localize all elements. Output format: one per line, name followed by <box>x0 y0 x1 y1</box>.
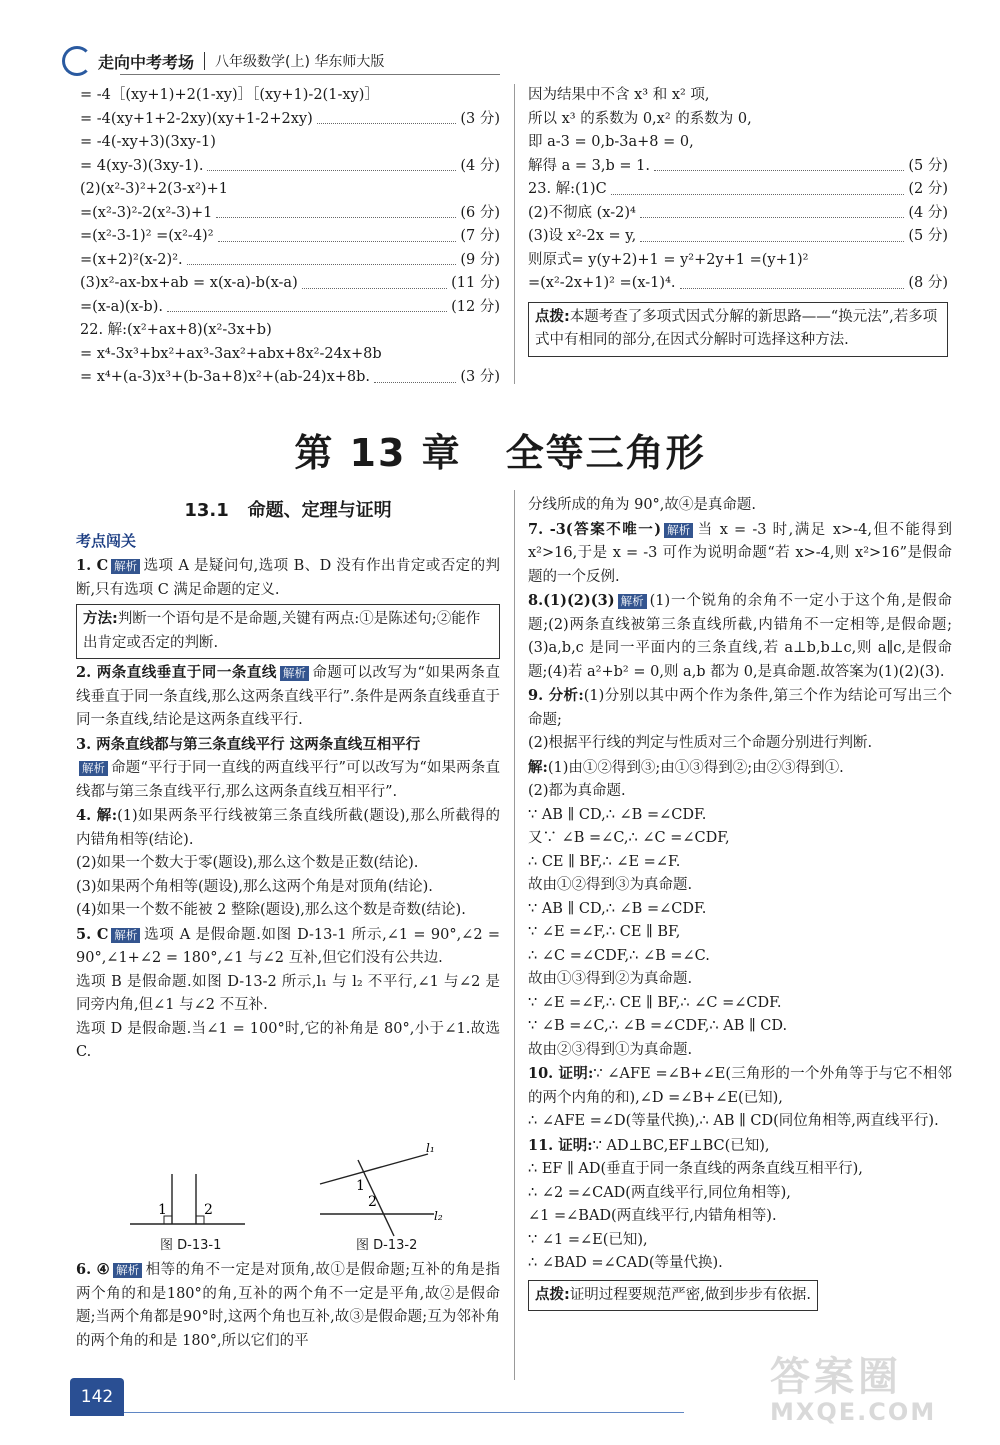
answer-item <box>528 874 952 898</box>
answer-line-text: (3)x²-ax-bx+ab = x(x-a)-b(x-a) <box>80 275 298 291</box>
leader-dots <box>680 272 905 289</box>
footer-rule <box>124 1412 684 1413</box>
item-text: (2)如果一个数大于零(题设),那么这个数是正数(结论). <box>76 855 419 871</box>
item-text: 故由②③得到①为真命题. <box>528 1041 693 1058</box>
answer-item <box>528 1229 952 1253</box>
item-text: (4)如果一个数不能被 2 整除(题设),那么这个数是奇数(结论). <box>76 902 466 918</box>
answer-item <box>528 968 952 992</box>
score-label: (3 分) <box>460 369 500 385</box>
item-6-lead: 6. ④ <box>76 1261 111 1278</box>
item-text: (3)如果两个角相等(题设),那么这两个角是对顶角(结论). <box>76 878 433 895</box>
upper-right-answers <box>528 84 948 357</box>
score-label: (9 分) <box>460 251 500 268</box>
item-text: ∴ ∠BAD =∠CAD(等量代换). <box>528 1255 723 1271</box>
answer-item <box>76 876 500 900</box>
answer-line-text: 23. 解:(1)C <box>528 181 607 197</box>
method-box <box>76 604 500 659</box>
answer-item <box>76 852 500 876</box>
figure-d-13-1 <box>130 1170 250 1232</box>
item-text: ∵ AD⊥BC,EF⊥BC(已知), <box>592 1137 770 1154</box>
answer-line <box>80 343 500 367</box>
watermark-line-1: 答案圈 <box>770 1354 902 1400</box>
header-rule <box>120 74 500 75</box>
answer-line-text: = -4(-xy+3)(3xy-1) <box>80 134 216 150</box>
item-text: ∵ ∠AFE =∠B+∠E(三角形的一个外角等于与它不相邻的两个内角的和),∠D =∠B+∠E(已知), <box>528 1066 952 1106</box>
item-text: ∵ ∠B =∠C,∴ ∠B =∠CDF,∴ AB ∥ CD. <box>528 1018 788 1034</box>
method-text: 判断一个语句是不是命题,关键有两点:①是陈述句;②能作出肯定或否定的判断. <box>83 611 481 651</box>
item-text: (1)分别以其中两个作为条件,第三个作为结论可写出三个命题; <box>528 688 952 728</box>
score-label: (2 分) <box>908 181 948 197</box>
item-lead: 1. C <box>76 557 109 574</box>
answer-line <box>80 272 500 296</box>
item-text: 又∵ ∠B =∠C,∴ ∠C =∠CDF, <box>528 830 730 846</box>
tip-text: 证明过程要规范严密,做到步步有依据. <box>569 1286 812 1303</box>
answer-item <box>528 1205 952 1229</box>
answer-line <box>80 296 500 320</box>
fig2-line-l1 <box>320 1154 428 1184</box>
analysis-tag: 解析 <box>618 594 647 609</box>
item-text: 分线所成的角为 90°,故④是真命题. <box>528 497 757 513</box>
leader-dots <box>187 249 457 266</box>
answer-item <box>528 851 952 875</box>
answer-item <box>528 684 952 732</box>
answer-line <box>528 155 948 179</box>
answer-line <box>528 178 948 202</box>
answer-item <box>76 733 500 758</box>
answer-line-text: =(x+2)²(x-2)². <box>80 251 183 268</box>
tip-label: 点拨: <box>535 308 570 325</box>
answer-item <box>528 945 952 969</box>
analysis-tag: 解析 <box>113 1263 142 1278</box>
answer-line-text: =(x-a)(x-b). <box>80 298 163 315</box>
answer-item <box>528 518 952 590</box>
leader-dots <box>611 178 905 195</box>
item-text: ∵ AB ∥ CD,∴ ∠B =∠CDF. <box>528 806 707 823</box>
item-lead: 解: <box>528 758 548 776</box>
answer-line <box>528 131 948 155</box>
item-text: (2)根据平行线的判定与性质对三个命题分别进行判断. <box>528 735 873 751</box>
watermark-line-2: MXQE.COM <box>770 1398 937 1426</box>
item-text: ∴ ∠AFE =∠D(等量代换),∴ AB ∥ CD(同位角相等,两直线平行). <box>528 1113 939 1129</box>
score-label: (4 分) <box>908 204 948 221</box>
header-subtitle: 八年级数学(上) 华东师大版 <box>215 54 385 70</box>
item-text: 命题可以改写为“如果两条直线垂直于同一条直线,那么这两条直线平行”.条件是两条直线垂直于同一条直线,结论是这两条直线平行. <box>76 665 500 728</box>
answer-line <box>80 84 500 108</box>
item-text: ∴ EF ∥ AD(垂直于同一条直线的两条直线互相平行), <box>528 1161 863 1177</box>
answer-item <box>76 971 500 1018</box>
score-label: (4 分) <box>460 157 500 174</box>
section-name: 命题、定理与证明 <box>247 500 392 521</box>
figure-d-13-2 <box>316 1140 456 1240</box>
answer-line-text: =(x²-2x+1)² =(x-1)⁴. <box>528 275 676 291</box>
answer-item <box>76 923 500 971</box>
answer-item <box>76 899 500 923</box>
answer-line-text: =(x²-3-1)² =(x²-4)² <box>80 228 214 244</box>
upper-left-answers <box>80 84 500 390</box>
item-text: 故由①③得到②为真命题. <box>528 971 693 987</box>
item-text: ∠1 =∠BAD(两直线平行,内错角相等). <box>528 1208 777 1224</box>
column-divider-lower <box>514 490 515 1380</box>
answer-line-text: = -4(xy+1+2-2xy)(xy+1-2+2xy) <box>80 110 313 127</box>
chapter-title <box>0 422 1000 477</box>
answer-item <box>76 661 500 733</box>
fig2-label-2: 2 <box>368 1194 377 1210</box>
answer-line-text: 因为结果中不含 x³ 和 x² 项, <box>528 87 710 103</box>
item-lead: 7. -3(答案不唯一) <box>528 520 662 538</box>
answer-line-text: 解得 a = 3,b = 1. <box>528 157 650 174</box>
analysis-tag: 解析 <box>79 761 108 776</box>
fig1-caption: 图 D-13-1 <box>160 1238 222 1253</box>
item-text: 选项 A 是疑问句,选项 B、D 没有作出肯定或否定的判断,只有选项 C 满足命题的定义. <box>76 558 500 598</box>
column-divider <box>514 84 515 384</box>
kaodian-heading: 考点闯关 <box>76 532 137 550</box>
fig2-label-l2: l₂ <box>434 1209 443 1223</box>
answer-item-6 <box>76 1258 500 1353</box>
item-text: ∴ ∠2 =∠CAD(两直线平行,同位角相等), <box>528 1184 791 1201</box>
answer-line <box>80 366 500 390</box>
score-label: (7 分) <box>460 228 500 244</box>
item-text: ∴ CE ∥ BF,∴ ∠E =∠F. <box>528 853 681 870</box>
answer-line <box>80 202 500 226</box>
fig2-caption: 图 D-13-2 <box>356 1238 418 1253</box>
answer-item <box>528 732 952 756</box>
leader-dots <box>654 155 904 172</box>
answer-item <box>528 589 952 684</box>
item-lead: 2. 两条直线垂直于同一条直线 <box>76 664 277 681</box>
item-text: ∵ ∠E =∠F,∴ CE ∥ BF,∴ ∠C =∠CDF. <box>528 994 782 1011</box>
leader-dots <box>640 202 905 219</box>
item-6-text: 相等的角不一定是对顶角,故①是假命题;互补的角是指两个角的和是180°的角,互补的两个角不一定是平角,故②是假命题;当两个角都是90°时,这两个角也互补,故③是假命题;互为邻补角的两个角的和是 180°,所以它们的平 <box>76 1262 500 1349</box>
chapter-name: 全等三角形 <box>505 431 706 475</box>
answer-item <box>76 757 500 804</box>
answer-item <box>528 992 952 1016</box>
item-text: 命题“平行于同一直线的两直线平行”可以改写为“如果两条直线都与第三条直线平行,那么这两条直线互相平行”. <box>76 760 500 800</box>
answer-line-text: 所以 x³ 的系数为 0,x² 的系数为 0, <box>528 110 752 127</box>
analysis-tag: 解析 <box>280 666 309 681</box>
answer-line-text: = 4(xy-3)(3xy-1). <box>80 157 204 174</box>
analysis-tag: 解析 <box>111 559 140 574</box>
answer-line <box>528 225 948 249</box>
answer-item <box>528 1015 952 1039</box>
leader-dots <box>207 155 456 172</box>
score-label: (5 分) <box>908 157 948 174</box>
score-label: (8 分) <box>908 275 948 291</box>
item-text: 当 x = -3 时,满足 x>-4,但不能得到 x²>16,于是 x = -3 可作为说明命题“若 x>-4,则 x²>16”是假命题的一个反例. <box>528 521 952 585</box>
leader-dots <box>374 366 456 383</box>
header-brand: 走向中考考场 <box>98 52 195 72</box>
fig1-label-1: 1 <box>158 1202 167 1218</box>
answer-item <box>528 1182 952 1206</box>
section-number: 13.1 <box>184 500 229 521</box>
watermark <box>770 1345 936 1426</box>
header-divider <box>204 52 205 70</box>
leader-dots <box>317 108 457 125</box>
lower-right-column <box>528 494 952 1311</box>
answer-line <box>528 108 948 132</box>
score-label: (6 分) <box>460 204 500 221</box>
tip-label: 点拨: <box>535 1286 570 1303</box>
answer-line <box>528 202 948 226</box>
item-lead: 11. 证明: <box>528 1136 593 1154</box>
answer-item <box>528 921 952 945</box>
lower-left-column <box>76 494 500 1065</box>
answer-line <box>80 108 500 132</box>
answer-line-text: = x⁴+(a-3)x³+(b-3a+8)x²+(ab-24)x+8b. <box>80 369 371 385</box>
fig1-right-angle-2 <box>196 1216 204 1224</box>
answer-item <box>528 1062 952 1110</box>
item-text: ∵ ∠E =∠F,∴ CE ∥ BF, <box>528 924 681 940</box>
item-text: (1)如果两条平行线被第三条直线所截(题设),那么所截得的内错角相等(结论). <box>76 808 500 848</box>
answer-line <box>528 272 948 296</box>
section-title <box>76 494 500 528</box>
answer-line-text: 即 a-3 = 0,b-3a+8 = 0, <box>528 134 694 150</box>
answer-item <box>528 1252 952 1276</box>
answer-item <box>528 1039 952 1063</box>
answer-item <box>76 1018 500 1065</box>
score-label: (3 分) <box>460 110 500 127</box>
chapter-number: 第 13 章 <box>294 431 462 475</box>
answer-item <box>528 756 952 781</box>
item-text: 选项 D 是假命题.当∠1 = 100°时,它的补角是 80°,小于∠1.故选 C. <box>76 1020 500 1060</box>
score-label: (12 分) <box>451 298 500 315</box>
item-text: 故由①②得到③为真命题. <box>528 877 693 893</box>
item-lead: 4. 解: <box>76 807 118 824</box>
analysis-tag: 解析 <box>664 523 693 538</box>
answer-line <box>528 249 948 273</box>
fig2-label-1: 1 <box>356 1178 365 1194</box>
answer-line-text: (2)不彻底 (x-2)⁴ <box>528 204 636 221</box>
tip-box-substitution <box>528 302 948 357</box>
method-label: 方法: <box>83 611 118 627</box>
leader-dots <box>302 272 447 289</box>
answer-line <box>80 155 500 179</box>
answer-item <box>528 494 952 518</box>
leader-dots <box>218 225 457 242</box>
answer-line-text: = -4［(xy+1)+2(1-xy)］［(xy+1)-2(1-xy)］ <box>80 87 379 103</box>
score-label: (5 分) <box>908 228 948 244</box>
item-text: ∵ ∠1 =∠E(已知), <box>528 1231 648 1248</box>
answer-item <box>528 1158 952 1182</box>
answer-line-text: 22. 解:(x²+ax+8)(x²-3x+b) <box>80 322 272 338</box>
answer-line-text: =(x²-3)²-2(x²-3)+1 <box>80 204 213 221</box>
leader-dots <box>167 296 447 313</box>
answer-item <box>528 1134 952 1159</box>
answer-line-text: (2)(x²-3)²+2(3-x²)+1 <box>80 181 228 197</box>
answer-item <box>76 554 500 602</box>
item-text: 选项 A 是假命题.如图 D-13-1 所示,∠1 = 90°,∠2 = 90°,∠1+∠2 = 180°,∠1 与∠2 互补,但它们没有公共边. <box>76 926 500 966</box>
tip-box-proof <box>528 1280 818 1312</box>
answer-line-text: 则原式= y(y+2)+1 = y²+2y+1 =(y+1)² <box>528 251 809 268</box>
item-lead: 10. 证明: <box>528 1065 594 1082</box>
fig1-label-2: 2 <box>204 1202 213 1218</box>
logo-icon <box>62 46 92 76</box>
leader-dots <box>216 202 456 219</box>
tip-text: 本题考查了多项式因式分解的新思路——“换元法”,若多项式中有相同的部分,在因式分解时可选择这种方法. <box>535 308 938 348</box>
score-label: (11 分) <box>451 275 500 291</box>
item-text: ∵ AB ∥ CD,∴ ∠B =∠CDF. <box>528 900 707 917</box>
leader-dots <box>640 225 904 242</box>
item-text: (2)都为真命题. <box>528 783 626 799</box>
answer-line-text: (3)设 x²-2x = y, <box>528 228 637 244</box>
fig2-label-l1: l₁ <box>426 1141 435 1155</box>
answer-item <box>528 827 952 851</box>
page-header <box>62 46 384 76</box>
item-lead: 5. C <box>76 925 109 943</box>
answer-item <box>76 804 500 852</box>
item-lead: 3. 两条直线都与第三条直线平行 这两条直线互相平行 <box>76 735 421 753</box>
answer-line <box>80 249 500 273</box>
item-text: ∴ ∠C =∠CDF,∴ ∠B =∠C. <box>528 947 710 964</box>
item-text: (1)一个锐角的余角不一定小于这个角,是假命题;(2)两条直线被第三条直线所截,内错角不一定相等,是假命题;(3)a,b,c 是同一平面内的三条直线,若 a⊥b,b⊥c,则 a∥c,是假命题;(4)若 a²+b² = 0,则 a,b 都为 0,是真命题.故答案为(1)(2)(3). <box>528 593 952 680</box>
item-text: 选项 B 是假命题.如图 D-13-2 所示,l₁ 与 l₂ 不平行,∠1 与∠2 是同旁内角,但∠1 与∠2 不互补. <box>76 973 500 1013</box>
answer-line <box>80 225 500 249</box>
item-lead: 8.(1)(2)(3) <box>528 592 615 609</box>
answer-line <box>528 84 948 108</box>
item-text: (1)由①②得到③;由①③得到②;由②③得到①. <box>547 759 844 776</box>
answer-item <box>528 898 952 922</box>
page-number: 142 <box>70 1378 124 1416</box>
answer-item <box>528 804 952 828</box>
analysis-tag: 解析 <box>111 928 140 943</box>
answer-item <box>528 780 952 804</box>
answer-line <box>80 131 500 155</box>
item-lead: 9. 分析: <box>528 687 584 704</box>
answer-item <box>528 1110 952 1134</box>
answer-line-text: = x⁴-3x³+bx²+ax³-3ax²+abx+8x²-24x+8b <box>80 345 382 362</box>
answer-line <box>80 319 500 343</box>
answer-line <box>80 178 500 202</box>
